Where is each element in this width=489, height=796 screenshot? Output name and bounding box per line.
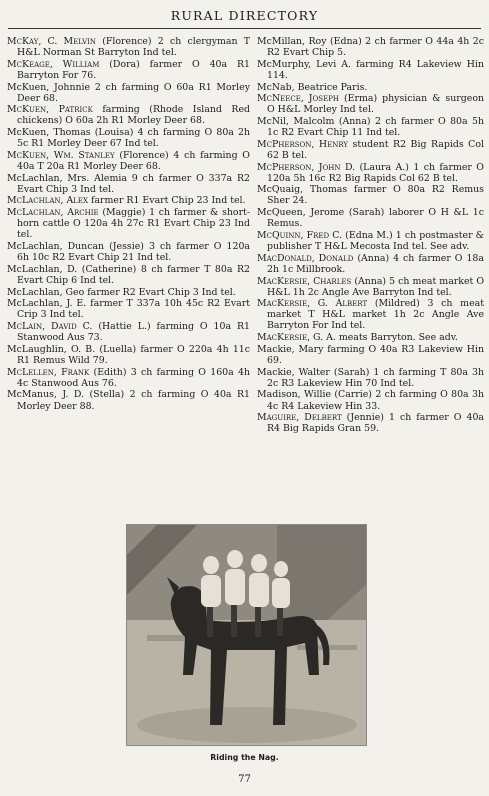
entry-name: McLaughlin, O. B. [7, 343, 96, 355]
entry-details: (Laura A.) 1 ch farmer O 120a 5h 16c R2 Big Rapids Col 62 B tel. [267, 161, 484, 184]
entry-details: (Catherine) 8 ch farmer T 80a R2 Evart Chip 6 Ind tel. [17, 263, 250, 286]
entry-name: MacDonald, Donald [257, 252, 354, 264]
entry-details: (Erma) physician & surgeon O H&L Morley Ind tel. [267, 93, 484, 116]
entry-name: McMurphy, Levi A. [257, 58, 352, 70]
directory-entry [7, 173, 250, 195]
entry-details: (Florence) 2 ch clergyman T H&L Norman St Barryton Ind tel. [17, 36, 251, 59]
entry-name: MacKersie, G. A. [257, 332, 336, 344]
entry-details: farming (Rhode Island Red chickens) O 60a 2h R1 Morley Deer 68. [17, 104, 250, 127]
directory-column-right [257, 36, 484, 435]
directory-entry [257, 276, 484, 298]
entry-details: (Louisa) 4 ch farming O 80a 2h 5c R1 Morley Deer 67 Ind tel. [17, 127, 250, 150]
directory-entry [257, 162, 484, 184]
page-header [8, 4, 481, 29]
directory-entry [257, 389, 484, 411]
directory-entry [7, 367, 250, 389]
entry-name: McNeece, Joseph [257, 93, 340, 105]
entry-details: (Mildred) 3 ch meat market T H&L market 1h 2c Angle Ave Barryton For Ind tel. [267, 298, 484, 332]
entry-name: McQuinn, Fred C. [257, 229, 343, 241]
entry-details: (Dora) farmer O 40a R1 Barryton For 76. [17, 58, 250, 81]
entry-name: McKeage, William [7, 58, 100, 70]
entry-name: MacKersie, G. Albert [257, 298, 368, 310]
entry-name: McNab, Beatrice [257, 81, 338, 93]
entry-name: McManus, J. D. [7, 389, 85, 401]
directory-entry [257, 253, 484, 275]
entry-name: McLachlan, J. E. [7, 298, 87, 310]
entry-name: McKuen, Patrick [7, 104, 93, 116]
entry-name: McKuen, Johnnie [7, 81, 91, 93]
photo-illustration [127, 525, 366, 745]
directory-entry [7, 127, 250, 149]
entry-details: (Maggie) 1 ch farmer & short-horn cattle O 120a 4h 27c R1 Evart Chip 23 Ind tel. [17, 207, 250, 241]
directory-column-left [7, 36, 250, 412]
directory-entry [257, 412, 484, 434]
entry-details: (Hattie L.) farming O 10a R1 Stanwood Aus 73. [17, 321, 250, 344]
page-header-title: RURAL DIRECTORY [170, 8, 319, 23]
entry-details: farmer R1 Evart Chip 23 Ind tel. [88, 195, 246, 207]
entry-details: farmer R2 Evart Chip 3 Ind tel. [84, 286, 236, 298]
directory-entry [257, 36, 484, 58]
directory-entry [257, 367, 484, 389]
directory-entry [7, 59, 250, 81]
entry-details: Paris. [337, 81, 368, 93]
entry-details: (Jessie) 3 ch farmer O 120a 6h 10c R2 Evart Chip 21 Ind tel. [17, 241, 250, 264]
directory-entry [7, 195, 250, 206]
entry-details: (Anna) 4 ch farmer O 18a 2h 1c Millbrook. [267, 252, 484, 275]
entry-name: McMillan, Roy [257, 36, 327, 47]
entry-details: student R2 Big Rapids Col 62 B tel. [267, 138, 484, 161]
entry-details: (Anna) 5 ch meat market O H&L 1h 2c Angle Ave Barryton Ind tel. [267, 275, 485, 298]
directory-entry [7, 321, 250, 343]
entry-details: (Carrie) 2 ch farming O 80a 3h 4c R4 Lakeview Hin 33. [267, 389, 484, 412]
entry-name: McLachlan, Mrs. Alemia [7, 172, 127, 184]
entry-name: McKuen, Wm. Stanley [7, 149, 115, 161]
entry-name: MacKersie, Charles [257, 275, 352, 287]
directory-entry [7, 36, 250, 58]
entry-name: McLain, David C. [7, 321, 93, 333]
entry-name: Mackie, Mary [257, 343, 324, 355]
entry-name: McLachlan, Duncan [7, 241, 105, 253]
entry-details: (Jennie) 1 ch farmer O 40a R4 Big Rapids Gran 59. [267, 412, 484, 435]
entry-name: Maguire, Delbert [257, 412, 342, 424]
directory-entry [257, 298, 484, 331]
directory-entry [7, 264, 250, 286]
entry-name: McQueen, Jerome [257, 207, 345, 219]
directory-entry [257, 332, 484, 343]
directory-entry [7, 241, 250, 263]
entry-name: McLachlan, Alex [7, 195, 88, 207]
photo-caption: Riding the Nag. [210, 753, 279, 762]
entry-details: (Edna M.) 1 ch postmaster & publisher T H&L Mecosta Ind tel. See adv. [267, 229, 485, 253]
photo-riding-the-nag [126, 524, 367, 746]
directory-entry [7, 287, 250, 298]
directory-entry [7, 150, 250, 172]
directory-entry [257, 116, 484, 138]
entry-details: 9 ch farmer O 337a R2 Evart Chip 3 Ind tel. [17, 172, 251, 195]
entry-details: (Sarah) 1 ch farming T 80a 3h 2c R3 Lakeview Hin 70 Ind tel. [267, 366, 484, 389]
entry-details: (Florence) 4 ch farming O 40a T 20a R1 Morley Deer 68. [17, 149, 250, 172]
directory-entry [257, 184, 484, 206]
entry-details: farmer O 80a R2 Remus Sher 24. [267, 184, 484, 207]
directory-entry [257, 139, 484, 161]
directory-entry [7, 104, 250, 126]
entry-name: McKuen, Thomas [7, 127, 91, 139]
entry-details: farming R4 Lakeview Hin 114. [267, 58, 484, 81]
entry-name: McNil, Malcolm [257, 116, 335, 128]
entry-details: farming O 40a R3 Lakeview Hin 69. [267, 343, 485, 366]
entry-name: Madison, Willie [257, 389, 332, 401]
entry-name: Mackie, Walter [257, 366, 330, 378]
entry-details: (Sarah) laborer O H &L 1c Remus. [267, 207, 484, 230]
entry-name: McKay, C. Melvin [7, 36, 97, 47]
directory-entry [257, 93, 484, 115]
entry-name: McLachlan, Archie [7, 207, 99, 219]
entry-details: (Luella) farmer O 220a 4h 11c R1 Remus Wild 79. [17, 343, 251, 366]
entry-name: McPherson, Henry [257, 138, 348, 150]
directory-entry [7, 344, 250, 366]
directory-entry [7, 82, 250, 104]
entry-details: (Edna) 2 ch farmer O 44a 4h 2c R2 Evart Chip 5. [267, 36, 484, 59]
entry-name: McQuaig, Thomas [257, 184, 348, 196]
entry-details: farmer T 337a 10h 45c R2 Evart Crip 3 Ind tel. [17, 298, 250, 321]
entry-details: meats Barryton. See adv. [335, 332, 458, 344]
directory-entry [257, 230, 484, 252]
directory-entry [7, 389, 250, 411]
directory-entry [257, 344, 484, 366]
directory-entry [257, 82, 484, 93]
entry-details: (Edith) 3 ch farming O 160a 4h 4c Stanwood Aus 76. [17, 366, 251, 389]
directory-entry [7, 298, 250, 320]
entry-details: (Anna) 2 ch farmer O 80a 5h 1c R2 Evart Chip 11 Ind tel. [267, 116, 485, 139]
entry-name: McLachlan, Geo [7, 286, 85, 298]
directory-entry [257, 207, 484, 229]
page-number: 77 [238, 774, 251, 785]
entry-details: 2 ch farming O 60a R1 Morley Deer 68. [17, 81, 250, 104]
entry-details: (Stella) 2 ch farming O 40a R1 Morley Deer 88. [17, 389, 250, 412]
directory-entry [7, 207, 250, 240]
entry-name: McPherson, John D. [257, 161, 356, 173]
entry-name: McLachlan, D. [7, 263, 78, 275]
directory-entry [257, 59, 484, 81]
entry-name: McLellen, Frank [7, 366, 90, 378]
